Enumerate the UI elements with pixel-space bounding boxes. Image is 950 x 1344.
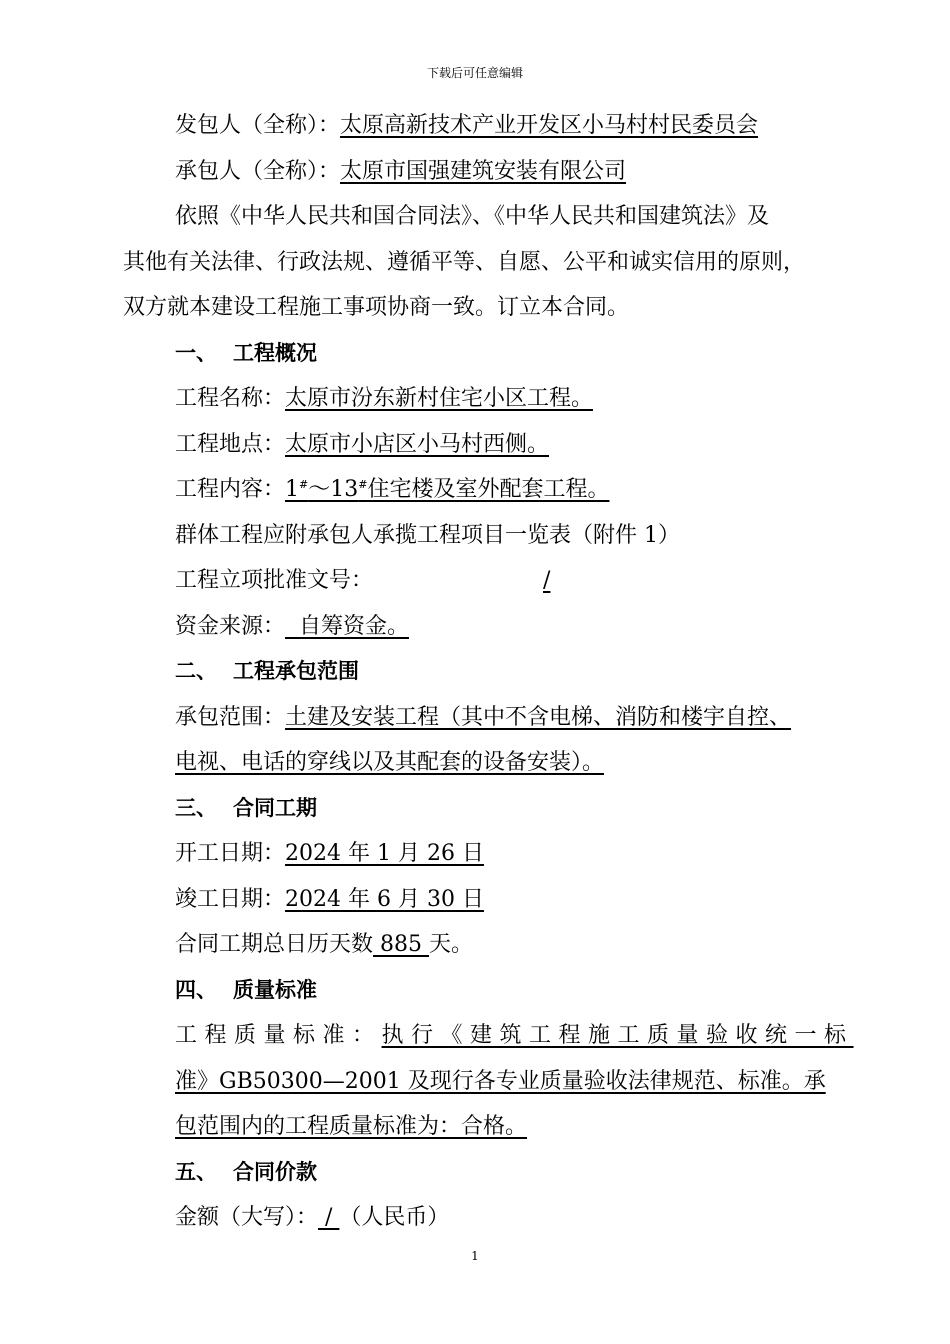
- section-2-number: 二、: [175, 659, 217, 683]
- end-date-line: [123, 877, 835, 923]
- employer-label: 发包人（全称）：: [175, 113, 341, 138]
- section-4-number: 四、: [175, 977, 217, 1002]
- section-5-title: 合同价款: [233, 1159, 317, 1184]
- start-date-value: 2024 年 1 月 26 日: [285, 841, 484, 866]
- contract-body: [123, 103, 854, 1241]
- start-date-line: [123, 831, 835, 877]
- quality-line-1: [123, 1013, 854, 1059]
- section-1-title: 工程概况: [233, 340, 317, 365]
- group-project-note: 群体工程应附承包人承揽工程项目一览表（附件 1）: [175, 522, 680, 548]
- scope-line-1: [123, 695, 835, 741]
- end-date-value: 2024 年 6 月 30 日: [285, 886, 484, 912]
- content-sup-b: #: [358, 478, 368, 491]
- total-days-label: 合同工期总日历天数: [175, 932, 374, 957]
- page-header-note: 下载后可任意编辑: [426, 66, 523, 80]
- funding-source-line: [123, 604, 835, 650]
- funding-source-label: 资金来源：: [175, 613, 286, 639]
- preamble-line-1: 依照《中华人民共和国合同法》、《中华人民共和国建筑法》及: [175, 204, 770, 229]
- quality-value-1: 执行《建筑工程施工质量验收统一标: [381, 1023, 854, 1048]
- preamble-line-2: 其他有关法律、行政法规、遵循平等、自愿、公平和诚实信用的原则，: [123, 249, 806, 275]
- amount-unit: （人民币）: [339, 1205, 450, 1230]
- contractor-line: [123, 149, 835, 195]
- page-number: 1: [471, 1249, 479, 1263]
- content-part-a: 1: [285, 477, 300, 502]
- approval-number-value: [373, 568, 550, 593]
- content-part-c: 住宅楼及室外配套工程。: [367, 477, 610, 502]
- funding-source-value: 自筹资金。: [285, 613, 410, 639]
- project-name-value: 太原市汾东新村住宅小区工程。: [285, 386, 594, 411]
- employer-line: [123, 103, 835, 149]
- section-3-title: 合同工期: [233, 795, 317, 820]
- content-sup-a: #: [299, 478, 309, 491]
- project-content-line: [123, 467, 835, 513]
- section-1-number: 一、: [175, 340, 217, 365]
- total-days-unit: 天。: [429, 932, 474, 957]
- project-location-value: 太原市小店区小马村西侧。: [285, 431, 550, 457]
- scope-value-1: 土建及安装工程（其中不含电梯、消防和楼宇自控、: [285, 704, 792, 730]
- project-location-line: [123, 422, 835, 468]
- section-4-title: 质量标准: [233, 977, 317, 1002]
- contractor-label: 承包人（全称）：: [175, 158, 341, 184]
- approval-number-line: [123, 558, 835, 604]
- section-2-title: 工程承包范围: [233, 659, 359, 683]
- section-4-heading: [123, 968, 835, 1014]
- amount-label: 金额（大写）：: [175, 1205, 319, 1230]
- content-part-b: ～13: [308, 477, 359, 502]
- end-date-label: 竣工日期：: [175, 886, 286, 912]
- section-2-heading: [123, 649, 835, 695]
- total-days-line: [123, 922, 835, 968]
- project-location-label: 工程地点：: [175, 431, 286, 457]
- amount-line: [123, 1195, 835, 1241]
- section-3-number: 三、: [175, 795, 217, 820]
- scope-label: 承包范围：: [175, 704, 286, 730]
- quality-value-3: 包范围内的工程质量标准为：合格。: [175, 1114, 528, 1139]
- project-content-label: 工程内容：: [175, 477, 286, 502]
- quality-value-2: 准》GB50300—2001 及现行各专业质量验收法律规范、标准。承: [175, 1068, 826, 1094]
- contractor-name: 太原市国强建筑安装有限公司: [340, 158, 627, 184]
- approval-number-label: 工程立项批准文号：: [175, 568, 374, 593]
- section-1-heading: [123, 331, 835, 377]
- total-days-value: 885: [373, 932, 429, 957]
- scope-line-2: [123, 740, 835, 786]
- section-5-heading: [123, 1150, 835, 1196]
- quality-line-2: [123, 1059, 835, 1105]
- section-5-number: 五、: [175, 1159, 217, 1184]
- approval-number-text: /: [543, 568, 551, 593]
- quality-label: 工程质量标准：: [175, 1023, 382, 1048]
- employer-name: 太原高新技术产业开发区小马村村民委员会: [340, 113, 759, 138]
- project-name-label: 工程名称：: [175, 386, 286, 411]
- preamble-line-3: 双方就本建设工程施工事项协商一致。订立本合同。: [123, 295, 630, 320]
- section-3-heading: [123, 786, 835, 832]
- project-name-line: [123, 376, 835, 422]
- scope-value-2: 电视、电话的穿线以及其配套的设备安装）。: [175, 750, 605, 775]
- preamble-paragraph: [123, 194, 835, 331]
- amount-value: /: [318, 1205, 340, 1230]
- start-date-label: 开工日期：: [175, 841, 286, 866]
- project-content-value: [285, 477, 609, 502]
- quality-line-3: [123, 1104, 835, 1150]
